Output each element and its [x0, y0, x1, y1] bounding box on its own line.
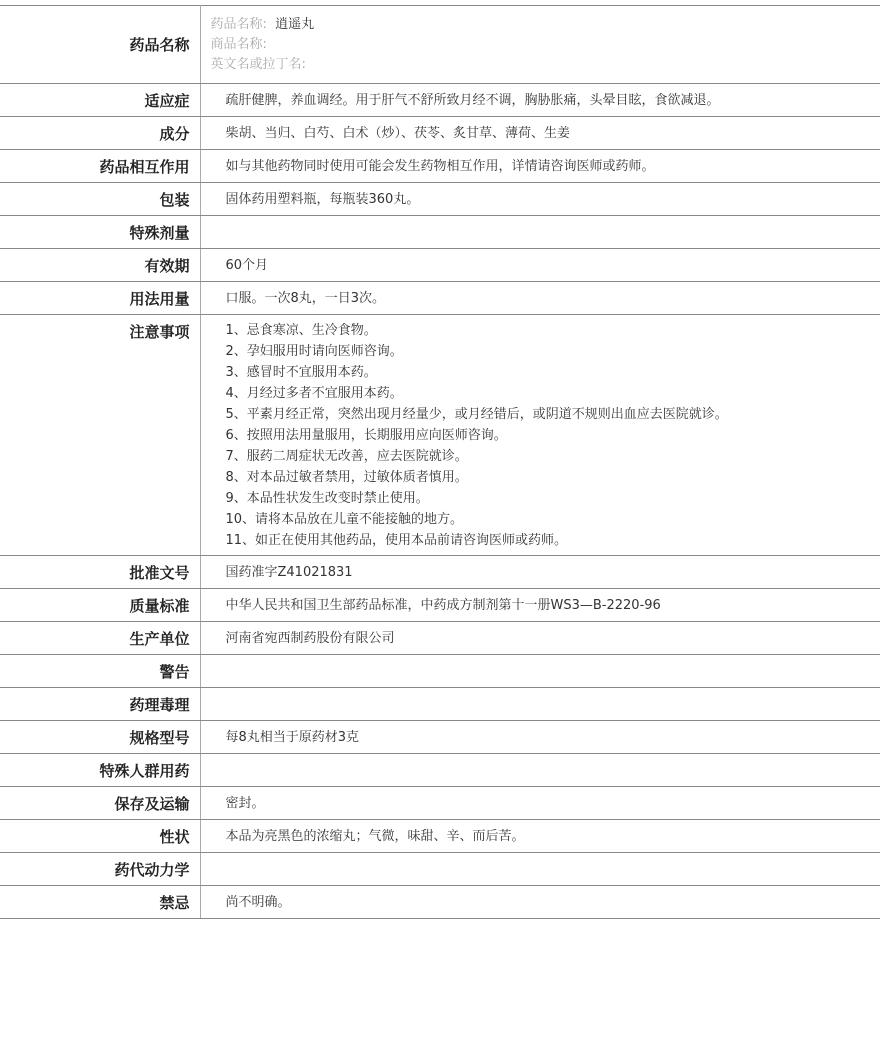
label-drug-name: 药品名称 [0, 6, 200, 84]
label-pharmacokinetics: 药代动力学 [0, 853, 200, 886]
label-precautions: 注意事项 [0, 315, 200, 556]
value-approval: 国药准字Z41021831 [200, 556, 880, 589]
value-packaging: 固体药用塑料瓶，每瓶装360丸。 [200, 183, 880, 216]
precaution-item: 4、月经过多者不宜服用本药。 [226, 383, 880, 404]
row-drug-name [0, 6, 880, 84]
value-special-dosage [200, 216, 880, 249]
precaution-item: 1、忌食寒凉、生冷食物。 [226, 320, 880, 341]
row-usage [0, 282, 880, 315]
trade-name-line [211, 35, 880, 55]
precaution-item: 10、请将本品放在儿童不能接触的地方。 [226, 509, 880, 530]
value-drug-name [200, 6, 880, 84]
label-indications: 适应症 [0, 84, 200, 117]
label-special-population: 特殊人群用药 [0, 754, 200, 787]
value-manufacturer: 河南省宛西制药股份有限公司 [200, 622, 880, 655]
value-storage: 密封。 [200, 787, 880, 820]
row-contraindications [0, 886, 880, 919]
value-interactions: 如与其他药物同时使用可能会发生药物相互作用，详情请咨询医师或药师。 [200, 150, 880, 183]
row-packaging [0, 183, 880, 216]
label-storage: 保存及运输 [0, 787, 200, 820]
precaution-item: 9、本品性状发生改变时禁止使用。 [226, 488, 880, 509]
drug-info-table [0, 5, 880, 919]
row-manufacturer [0, 622, 880, 655]
row-indications [0, 84, 880, 117]
label-packaging: 包装 [0, 183, 200, 216]
english-name-line [211, 55, 880, 75]
row-standard [0, 589, 880, 622]
label-standard: 质量标准 [0, 589, 200, 622]
label-specification: 规格型号 [0, 721, 200, 754]
value-shelf-life: 60个月 [200, 249, 880, 282]
value-standard: 中华人民共和国卫生部药品标准，中药成方制剂第十一册WS3—B-2220-96 [200, 589, 880, 622]
row-shelf-life [0, 249, 880, 282]
precaution-item: 7、服药二周症状无改善，应去医院就诊。 [226, 446, 880, 467]
precaution-item: 11、如正在使用其他药品，使用本品前请咨询医师或药师。 [226, 530, 880, 551]
row-special-dosage [0, 216, 880, 249]
label-manufacturer: 生产单位 [0, 622, 200, 655]
label-contraindications: 禁忌 [0, 886, 200, 919]
precaution-item: 3、感冒时不宜服用本药。 [226, 362, 880, 383]
label-ingredients: 成分 [0, 117, 200, 150]
row-ingredients [0, 117, 880, 150]
value-special-population [200, 754, 880, 787]
row-special-population [0, 754, 880, 787]
precaution-item: 2、孕妇服用时请向医师咨询。 [226, 341, 880, 362]
label-warning: 警告 [0, 655, 200, 688]
trade-name-key: 商品名称: [211, 37, 267, 52]
precaution-item: 6、按照用法用量服用，长期服用应向医师咨询。 [226, 425, 880, 446]
english-name-key: 英文名或拉丁名: [211, 57, 306, 72]
label-shelf-life: 有效期 [0, 249, 200, 282]
value-appearance: 本品为亮黑色的浓缩丸；气微，味甜、辛、而后苦。 [200, 820, 880, 853]
label-appearance: 性状 [0, 820, 200, 853]
row-warning [0, 655, 880, 688]
generic-name-line [211, 15, 880, 35]
label-approval: 批准文号 [0, 556, 200, 589]
value-specification: 每8丸相当于原药材3克 [200, 721, 880, 754]
value-warning [200, 655, 880, 688]
row-pharmacology [0, 688, 880, 721]
generic-name-key: 药品名称: [211, 17, 267, 32]
label-usage: 用法用量 [0, 282, 200, 315]
value-ingredients: 柴胡、当归、白芍、白术（炒）、茯苓、炙甘草、薄荷、生姜 [200, 117, 880, 150]
value-usage: 口服。一次8丸，一日3次。 [200, 282, 880, 315]
row-approval [0, 556, 880, 589]
precaution-item: 5、平素月经正常，突然出现月经量少，或月经错后，或阴道不规则出血应去医院就诊。 [226, 404, 880, 425]
value-pharmacology [200, 688, 880, 721]
row-specification [0, 721, 880, 754]
label-pharmacology: 药理毒理 [0, 688, 200, 721]
row-precautions [0, 315, 880, 556]
label-interactions: 药品相互作用 [0, 150, 200, 183]
value-precautions [200, 315, 880, 556]
value-indications: 疏肝健脾，养血调经。用于肝气不舒所致月经不调，胸胁胀痛，头晕目眩，食欲减退。 [200, 84, 880, 117]
row-appearance [0, 820, 880, 853]
generic-name-value: 逍遥丸 [275, 17, 314, 32]
value-pharmacokinetics [200, 853, 880, 886]
row-storage [0, 787, 880, 820]
label-special-dosage: 特殊剂量 [0, 216, 200, 249]
value-contraindications: 尚不明确。 [200, 886, 880, 919]
precaution-item: 8、对本品过敏者禁用，过敏体质者慎用。 [226, 467, 880, 488]
row-interactions [0, 150, 880, 183]
row-pharmacokinetics [0, 853, 880, 886]
